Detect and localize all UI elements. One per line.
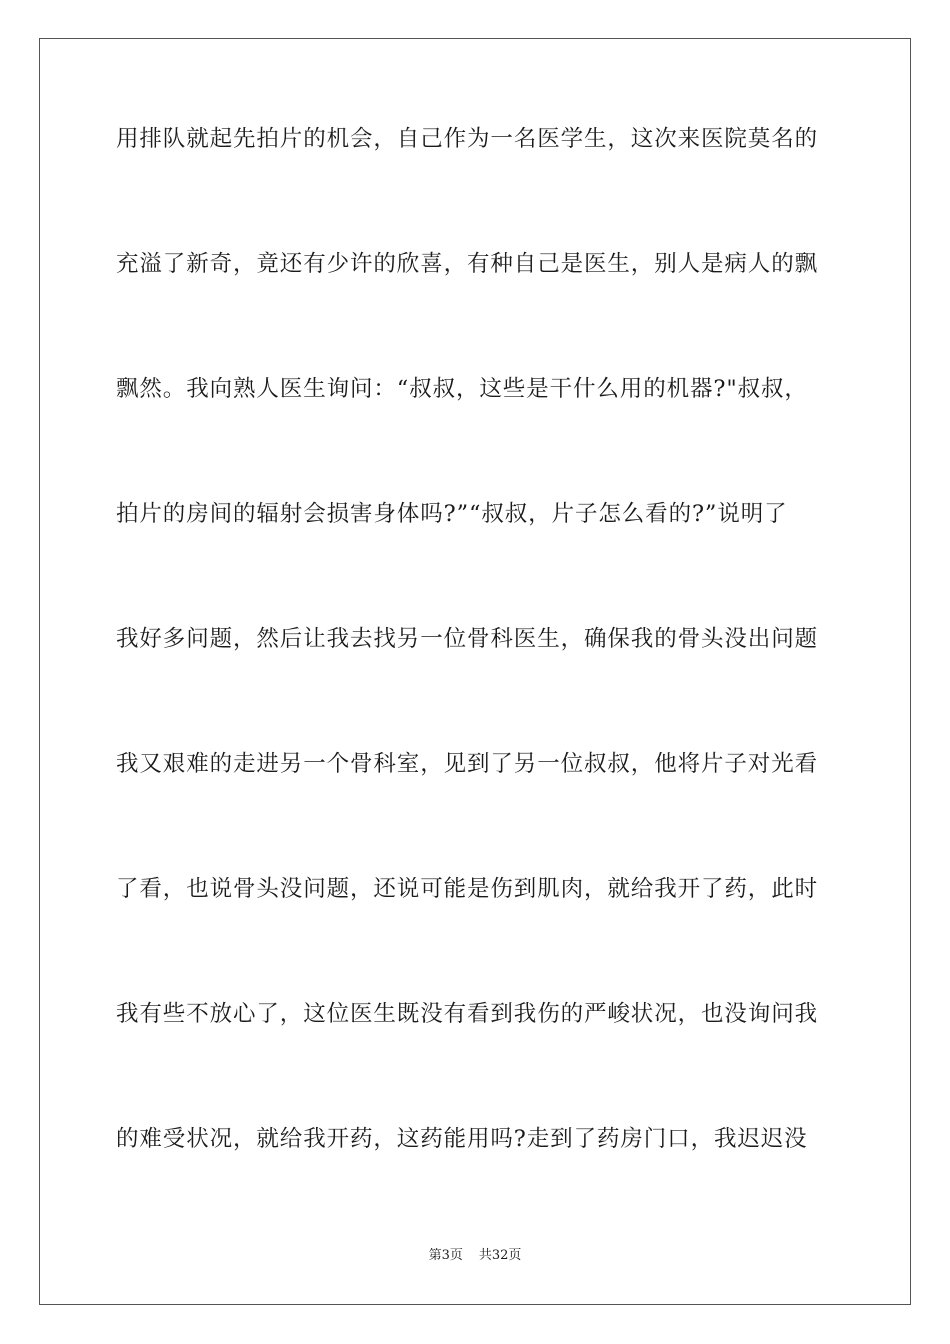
page-number: 第3页 [428,1248,463,1263]
text-line: 我有些不放心了，这位医生既没有看到我伤的严峻状况，也没询问我 [116,1001,819,1027]
text-line: 的难受状况，就给我开药，这药能用吗?走到了药房门口，我迟迟没 [116,1126,808,1152]
text-line: 飘然。我向熟人医生询问：“叔叔，这些是干什么用的机器?"叔叔， [116,376,808,402]
text-line: 用排队就起先拍片的机会，自己作为一名医学生，这次来医院莫名的 [116,126,819,152]
text-line: 拍片的房间的辐射会损害身体吗?”“叔叔，片子怎么看的?”说明了 [116,501,788,527]
text-line: 我又艰难的走进另一个骨科室，见到了另一位叔叔，他将片子对光看 [116,751,819,777]
document-body [116,118,836,1243]
page-footer [0,1246,950,1266]
page-total: 共32页 [478,1248,522,1263]
text-line: 了看，也说骨头没问题，还说可能是伤到肌肉，就给我开了药，此时 [116,876,819,902]
text-line: 充溢了新奇，竟还有少许的欣喜，有种自己是医生，别人是病人的飘 [116,251,819,277]
text-line: 我好多问题，然后让我去找另一位骨科医生，确保我的骨头没出问题 [116,626,819,652]
